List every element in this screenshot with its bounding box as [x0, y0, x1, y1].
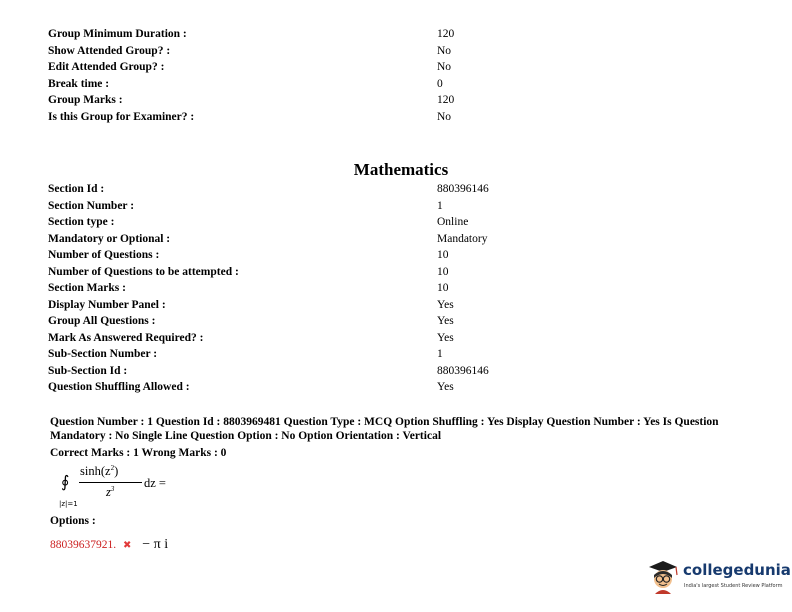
section-detail-row: [48, 313, 608, 330]
group-detail-row: [48, 26, 608, 43]
logo-brand-text: collegedunia: [683, 561, 791, 579]
section-detail-row: [48, 264, 608, 281]
group-detail-row: [48, 59, 608, 76]
section-detail-label: Display Number Panel :: [48, 298, 166, 311]
section-detail-label: Mark As Answered Required? :: [48, 331, 204, 344]
group-detail-value: 120: [437, 28, 455, 40]
contour-integral-sign: ∮: [61, 474, 70, 491]
group-detail-value: No: [437, 110, 452, 123]
section-detail-row: [48, 181, 608, 198]
formula-tail: dz =: [144, 476, 166, 490]
group-detail-row: [48, 92, 608, 109]
logo-tagline: India's largest Student Review Platform: [684, 583, 783, 589]
integral-limit: |z|=1: [59, 500, 78, 508]
section-detail-value: Online: [437, 216, 469, 228]
group-detail-label: Show Attended Group? :: [48, 44, 171, 57]
section-detail-value: Yes: [437, 331, 454, 344]
section-detail-row: [48, 297, 608, 314]
section-detail-value: 10: [437, 249, 449, 261]
section-detail-value: 10: [437, 265, 449, 278]
section-detail-label: Group All Questions :: [48, 315, 156, 327]
options-label: Options :: [50, 515, 96, 527]
section-detail-value: 10: [437, 282, 449, 294]
section-detail-label: Question Shuffling Allowed :: [48, 381, 190, 393]
wrong-mark-icon: ✖: [123, 540, 132, 551]
option-text: − π i: [142, 537, 169, 552]
fraction-bar: [79, 482, 142, 483]
section-detail-label: Number of Questions :: [48, 249, 160, 261]
section-detail-row: [48, 330, 608, 347]
group-detail-label: Is this Group for Examiner? :: [48, 110, 195, 123]
section-detail-value: Mandatory: [437, 232, 488, 245]
question-formula: [58, 462, 198, 514]
section-detail-row: [48, 280, 608, 297]
section-detail-label: Mandatory or Optional :: [48, 232, 171, 245]
section-detail-row: [48, 214, 608, 231]
section-details-table: [48, 181, 608, 396]
group-detail-value: 0: [437, 77, 443, 90]
section-detail-label: Section Number :: [48, 199, 135, 212]
section-detail-row: [48, 198, 608, 215]
group-detail-label: Group Minimum Duration :: [48, 28, 187, 40]
section-detail-value: 880396146: [437, 364, 489, 377]
section-detail-row: [48, 363, 608, 380]
group-detail-label: Group Marks :: [48, 94, 123, 106]
question-marks: Correct Marks : 1 Wrong Marks : 0: [50, 447, 227, 459]
group-details-table: [48, 26, 608, 125]
group-detail-value: No: [437, 61, 452, 73]
group-detail-row: [48, 43, 608, 60]
group-detail-label: Edit Attended Group? :: [48, 61, 165, 73]
option-item: [50, 537, 168, 553]
formula-numerator: $\sinh(z^2)$: [80, 464, 119, 479]
section-detail-row: [48, 346, 608, 363]
mascot-icon: [646, 556, 680, 594]
section-detail-value: 1: [437, 199, 443, 212]
section-detail-label: Number of Questions to be attempted :: [48, 265, 239, 278]
collegedunia-logo: [646, 556, 791, 596]
formula-denominator: $z^3$: [106, 485, 115, 500]
group-detail-value: No: [437, 44, 452, 57]
group-detail-row: [48, 76, 608, 93]
section-detail-label: Section type :: [48, 216, 115, 228]
option-id: 88039637921.: [50, 539, 117, 551]
group-detail-label: Break time :: [48, 77, 110, 90]
section-detail-label: Sub-Section Id :: [48, 364, 128, 377]
section-detail-value: Yes: [437, 315, 454, 327]
section-detail-row: [48, 379, 608, 396]
section-detail-value: Yes: [437, 298, 454, 311]
section-detail-value: Yes: [437, 381, 454, 393]
section-detail-row: [48, 231, 608, 248]
section-detail-value: 1: [437, 348, 443, 360]
question-info: Question Number : 1 Question Id : 8803969481 Question Type : MCQ Option Shuffling : Yes Display Question Number : Yes Is Question Mandatory : No Single Line Question Option : No Option Orientation : Vertical: [50, 416, 719, 442]
section-detail-label: Section Id :: [48, 183, 105, 195]
section-detail-label: Section Marks :: [48, 282, 126, 294]
section-detail-label: Sub-Section Number :: [48, 348, 158, 360]
section-title: Mathematics: [353, 160, 449, 179]
group-detail-value: 120: [437, 94, 455, 106]
group-detail-row: [48, 109, 608, 126]
section-detail-row: [48, 247, 608, 264]
section-detail-value: 880396146: [437, 183, 489, 195]
